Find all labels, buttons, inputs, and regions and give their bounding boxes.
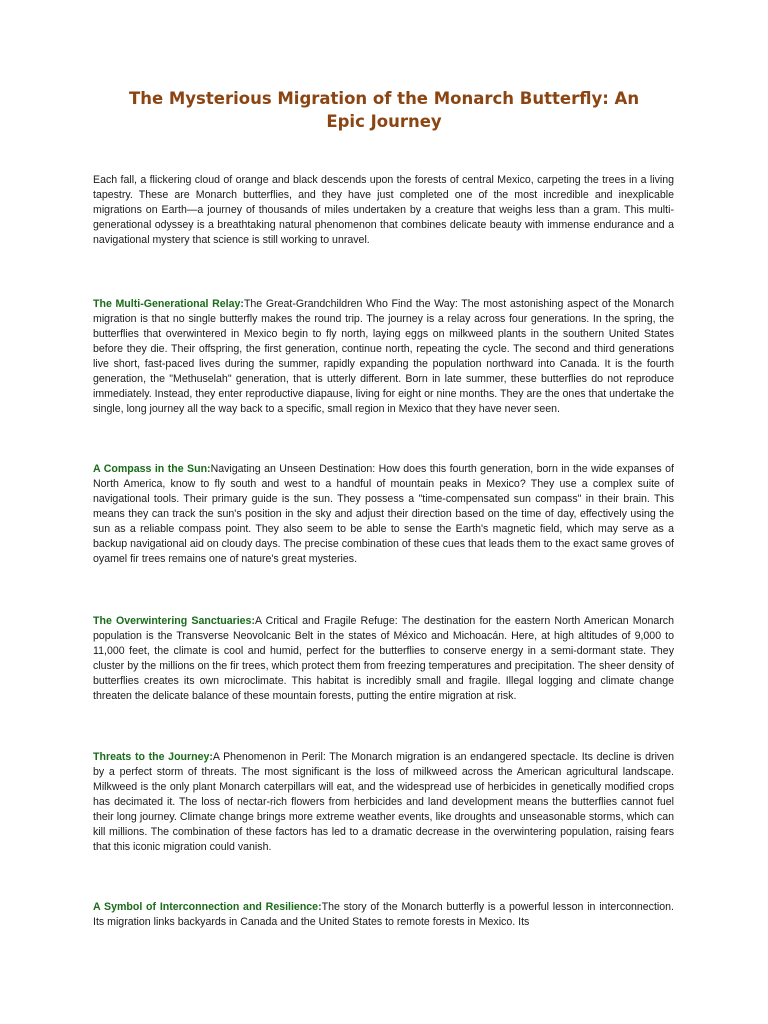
section-body: A Phenomenon in Peril: The Monarch migration is an endangered spectacle. Its decline is driven by a perfect storm of threats. The most significant is the loss of milkweed across the American agricultural landscape. Milkweed is the only plant Monarch caterpillars will eat, and the widespread use of herbicides in genetically modified crops has decimated it. The loss of nectar-rich flowers from herbicides and land development means the butterflies cannot fuel their long journey. Climate change brings more extreme weather events, like droughts and unseasonable storms, which can kill millions. The combination of these factors has led to a dramatic decrease in the overwintering population, raising fears that this iconic migration could vanish. xyxy=(93,751,674,853)
section-body: Navigating an Unseen Destination: How does this fourth generation, born in the wide expanses of North America, know to fly south and west to a handful of mountain peaks in Mexico? They use a complex suite of navigational tools. Their primary guide is the sun. They possess a "time-compensated sun compass" in their brain. This means they can track the sun's position in the sky and adjust their direction based on the time of day, effectively using the sun as a reliable compass point. They also seem to be able to sense the Earth's magnetic field, which may serve as a backup navigational aid on cloudy days. The precise combination of these cues that leads them to the exact same groves of oyamel fir trees remains one of nature's great mysteries. xyxy=(93,463,675,565)
section-heading: The Multi-Generational Relay: xyxy=(93,298,244,310)
section-body: The Great-Grandchildren Who Find the Way: The most astonishing aspect of the Monarch migration is that no single butterfly makes the round trip. The journey is a relay across four generations. In the spring, the butterflies that overwintered in Mexico begin to fly north, laying eggs on milkweed plants in the southern United States before they die. Their offspring, the first generation, continue north, repeating the cycle. The second and third generations live short, fast-paced lives during the summer, rapidly expanding the population northward into Canada. It is the fourth generation, the "Methuselah" generation, that is utterly different. Born in late summer, these butterflies do not reproduce immediately. Instead, they enter reproductive diapause, living for eight or nine months. They are the ones that undertake the single, long journey all the way back to a specific, small region in Mexico that they have never seen. xyxy=(93,298,674,415)
document-title: The Mysterious Migration of the Monarch Butterfly: An Epic Journey xyxy=(128,89,640,131)
section-threats-to-the-journey xyxy=(93,750,674,855)
section-body: The story of the Monarch butterfly is a powerful lesson in interconnection. Its migration links backyards in Canada and the United States to remote forests in Mexico. Its xyxy=(93,901,675,928)
section-multi-generational-relay xyxy=(93,297,674,417)
section-heading: A Compass in the Sun: xyxy=(93,463,211,475)
section-compass-in-the-sun xyxy=(93,462,674,567)
section-symbol-of-interconnection xyxy=(93,900,674,930)
section-body: A Critical and Fragile Refuge: The destination for the eastern North American Monarch population is the Transverse Neovolcanic Belt in the states of México and Michoacán. Here, at high altitudes of 9,000 to 11,000 feet, the climate is cool and humid, perfect for the butterflies to conserve energy in a semi-dormant state. They cluster by the millions on the fir trees, which protect them from freezing temperatures and precipitation. The sheer density of butterflies creates its own microclimate. This habitat is incredibly small and fragile. Illegal logging and climate change threaten the delicate balance of these mountain forests, putting the entire migration at risk. xyxy=(93,615,674,702)
section-heading: A Symbol of Interconnection and Resilience: xyxy=(93,901,322,913)
section-heading: The Overwintering Sanctuaries: xyxy=(93,615,255,627)
section-overwintering-sanctuaries xyxy=(93,614,674,704)
intro-paragraph: Each fall, a flickering cloud of orange and black descends upon the forests of central Mexico, carpeting the trees in a living tapestry. These are Monarch butterflies, and they have just completed one of the most incredible and inexplicable migrations on Earth—a journey of thousands of miles undertaken by a creature that weighs less than a gram. This multi-generational odyssey is a breathtaking natural phenomenon that combines delicate beauty with immense endurance and a navigational mystery that science is still working to unravel. xyxy=(93,174,674,246)
section-heading: Threats to the Journey: xyxy=(93,751,213,763)
